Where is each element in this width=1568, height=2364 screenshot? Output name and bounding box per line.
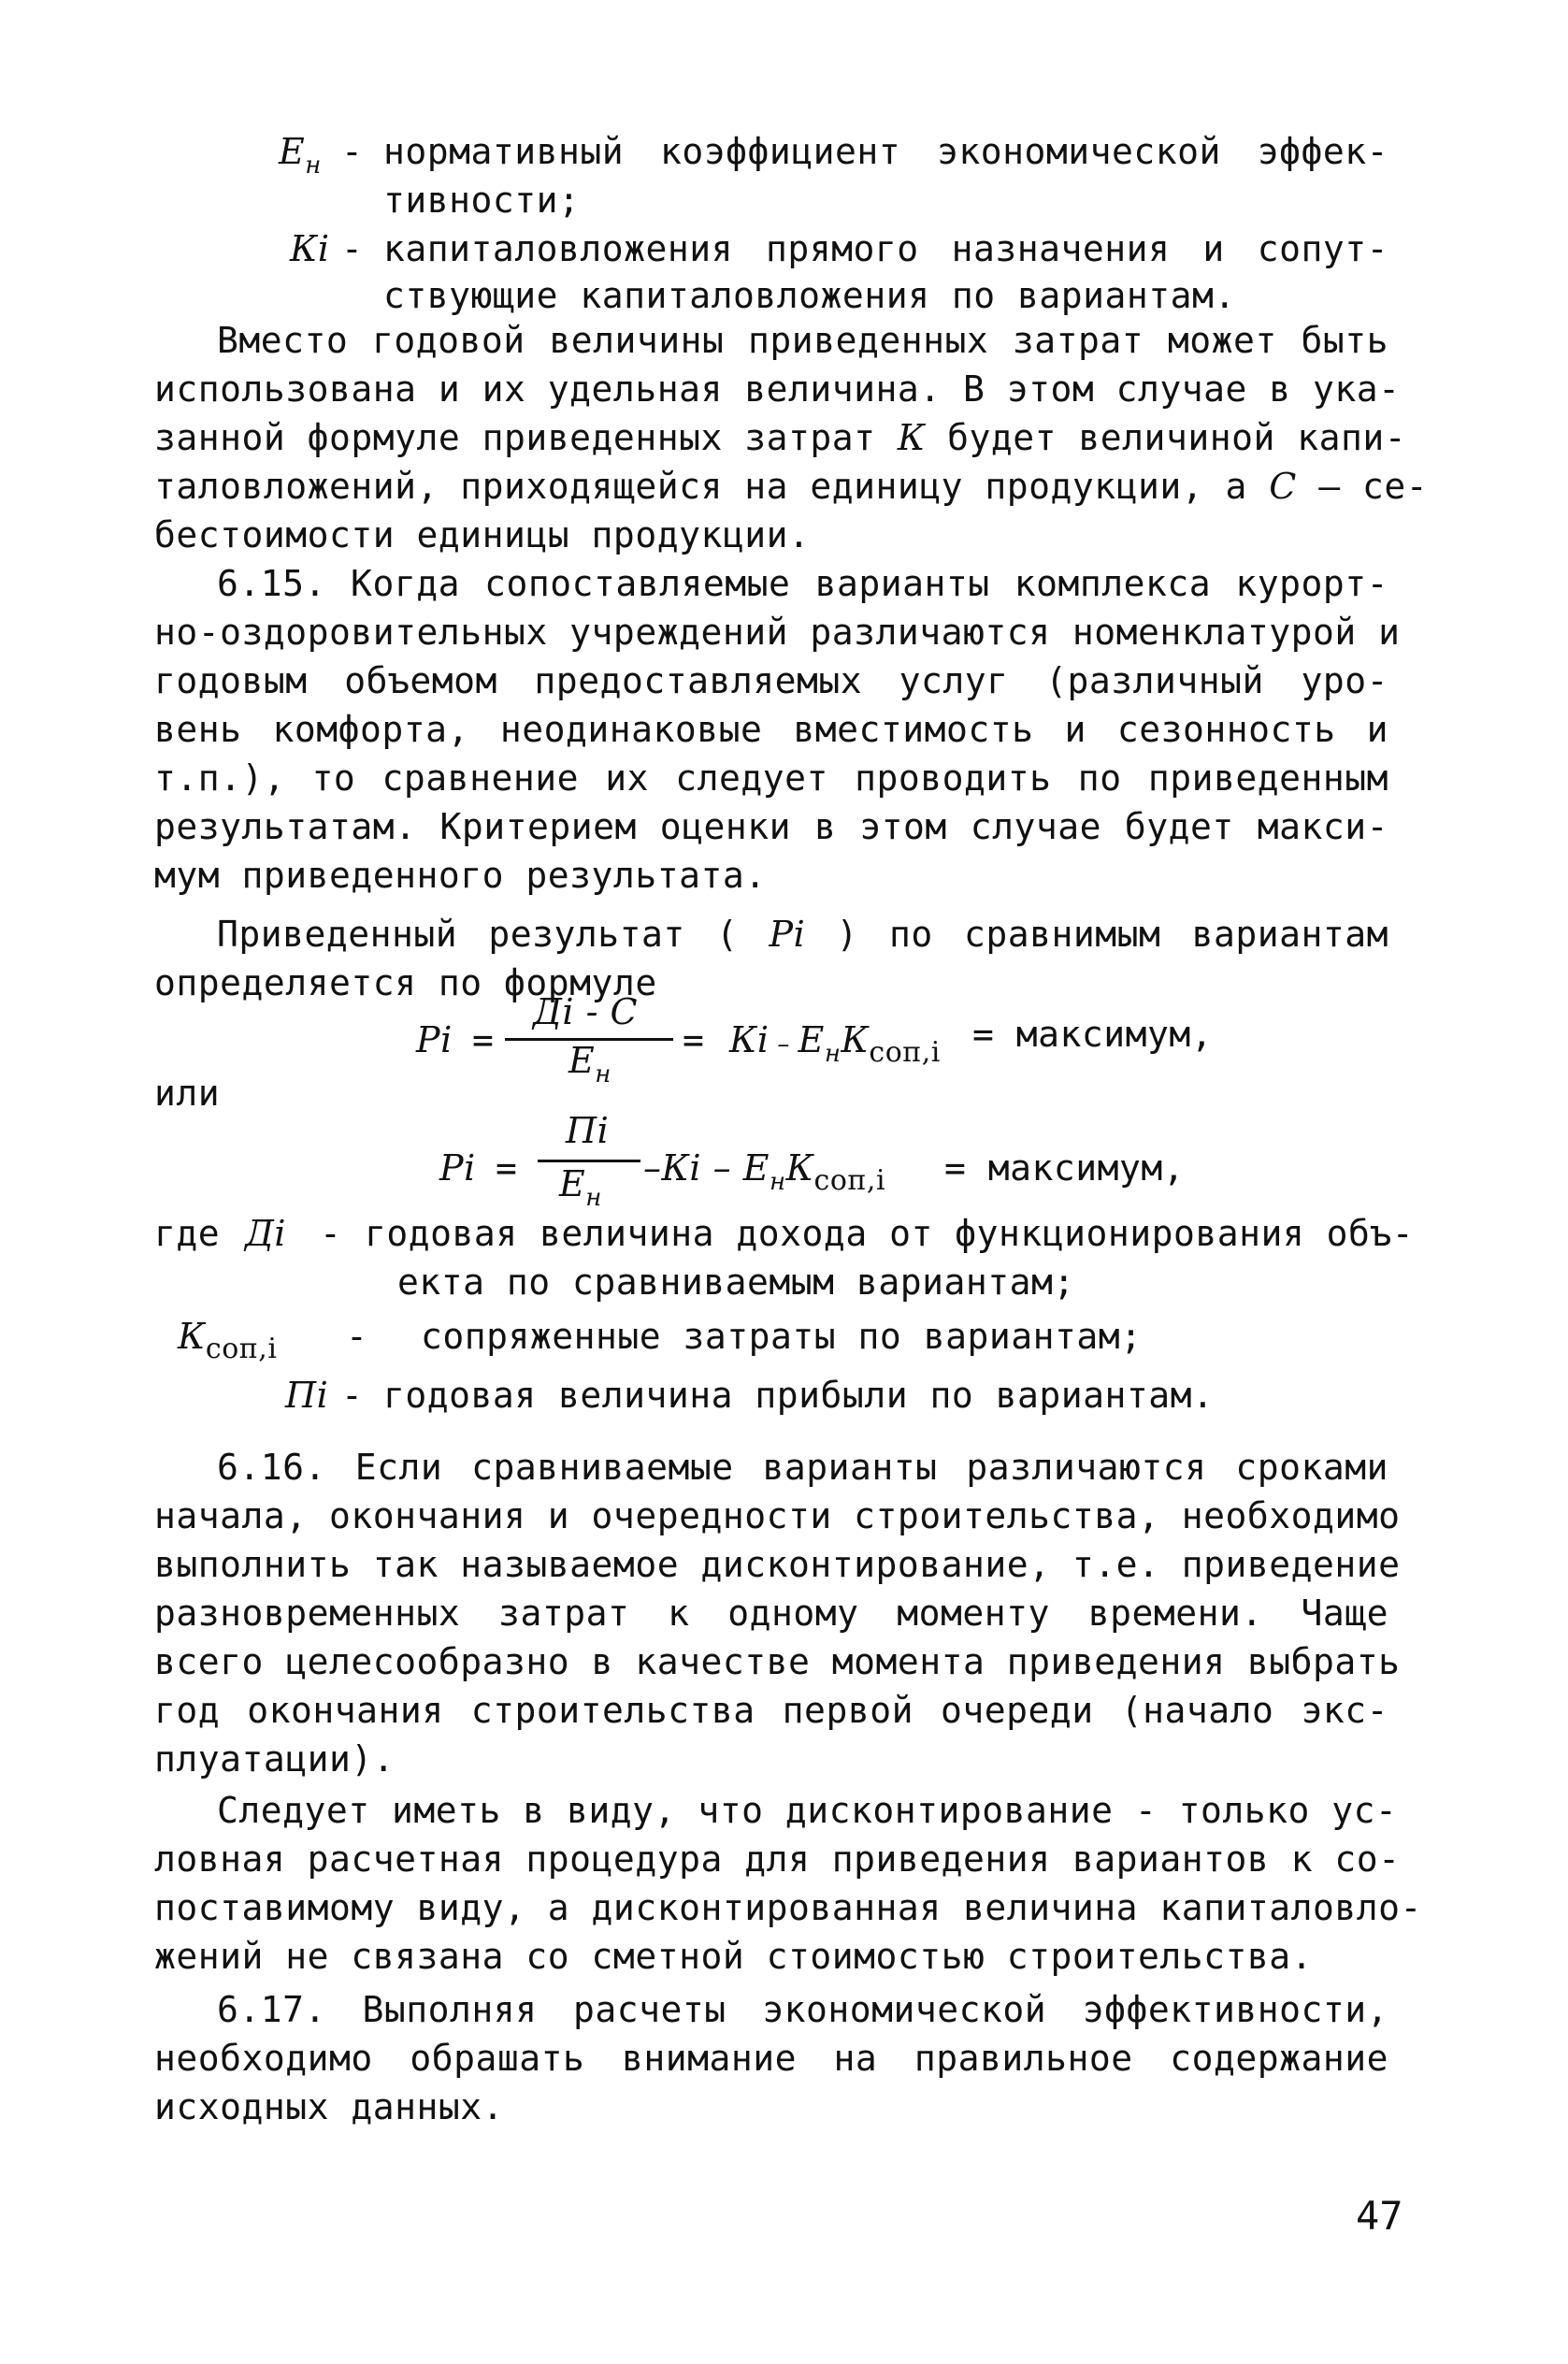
s616-line-6: год окончания строительства первой очереди (начало экс- [154, 1690, 1388, 1731]
disc-line-1: Следует иметь в виду, что дисконтирование - только ус- [217, 1790, 1398, 1831]
para1-line-1: Вместо годовой величины приведенных затрат может быть [217, 320, 1388, 361]
where-di-line-1: годовая величина дохода от функционирования объ- [365, 1213, 1415, 1254]
formula-1-numerator: Дi - С [533, 991, 639, 1032]
s617-line-2: необходимо обрашать внимание на правильное содержание [154, 2038, 1388, 2079]
disc-line-4: жений не связана со сметной стоимостью строительства. [154, 1936, 1314, 1977]
where-ksop-line: сопряженные затраты по вариантам; [421, 1316, 1143, 1357]
s616-line-7: плуатации). [154, 1738, 396, 1780]
s616-line-5: всего целесообразно в качестве момента приведения выбрать [154, 1641, 1401, 1682]
result-line-1: Приведенный результат ( Pi ) по сравнимым вариантам [217, 914, 1388, 955]
para1-line-5: бестоимости единицы продукции. [154, 514, 811, 555]
symbol-ksop: $К_{соп,i}$ [178, 1316, 278, 1365]
para1-line-3: занной формуле приведенных затрат К будет величиной капи- [154, 417, 1407, 458]
s616-line-4: разновременных затрат к одному моменту времени. Чаще [154, 1593, 1388, 1634]
document-page: $E_н$ - нормативный коэффициент экономической эффек- тивности; Кi - капиталовложения прямого назначения и сопут- ствующие капиталовложения по вариантам. Вместо годовой величины приведенных затрат может быть использована и их удельная величина. В этом случае в ука- занной формуле приведенных затрат К будет величиной капи- таловложений, приходящейся на единицу продукции, а С – се- бестоимости единицы продукции. 6.15. Когда сопоставляемые варианты комплекса курорт- но-оздоровительных учреждений различаются номенклатурой и годовым объемом предоставляемых услуг (различный уро- вень комфорта, неодинаковые вместимость и сезонность и т.п.), то сравнение их следует проводить по приведенным результатам. Критерием оценки в этом случае будет макси- мум приведенного результата. Приведенный результат ( Pi ) по сравнимым вариантам определяется по формуле Pi = Дi - С $E_н$ = Кi – $E_нК_{соп,i}$ = максимум, или Pi = Пi $E_н$ $-Кi - E_нК_{соп,i}$ = максимум, где Дi - годовая величина дохода от функционирования объ- екта по сравниваемым вариантам; $К_{соп,i}$ - сопряженные затраты по вариантам; Пi - годовая величина прибыли по вариантам. 6.16. Если сравниваемые варианты различаются сроками начала, окончания и очередности строительства, необходимо выполнить так называемое дисконтирование, т.е. приведение разновременных затрат к одному моменту времени. Чаще всего целесообразно в качестве момента приведения выбрать год окончания строительства первой очереди (начало экс- плуатации). Следует иметь в виду, что дисконтирование - только ус- ловная расчетная процедура для приведения вариантов к со- поставимому виду, а дисконтированная величина капиталовло- жений не связана со сметной стоимостью строительства. 6.17. Выполняя расчеты экономической эффективности, необходимо обрашать внимание на правильное содержание исходных данных. 47 [154, 131, 1429, 2239]
symbol-en: $E_н$ [279, 131, 322, 180]
formula-2-numerator: Пi [566, 1110, 610, 1151]
where-label: где [154, 1213, 221, 1254]
s615-line-2: но-оздоровительных учреждений различаются номенклатурой и [154, 612, 1401, 653]
formula-2-denominator: $E_н$ [559, 1163, 602, 1212]
symbol-pi: Пi [285, 1375, 329, 1416]
disc-line-2: ловная расчетная процедура для приведения вариантов к со- [154, 1838, 1401, 1880]
s616-line-2: начала, окончания и очередности строительства, необходимо [154, 1495, 1401, 1536]
dash: - [341, 131, 364, 172]
def-ki-line-1: капиталовложения прямого назначения и сопут- [383, 228, 1388, 269]
page-number: 47 [1356, 2193, 1403, 2239]
dash: - [341, 228, 364, 269]
s615-line-3: годовым объемом предоставляемых услуг (различный уро- [154, 660, 1388, 701]
s616-line-1: 6.16. Если сравниваемые варианты различаются сроками [217, 1447, 1388, 1488]
s617-line-3: исходных данных. [154, 2086, 505, 2127]
where-pi-line: годовая величина прибыли по вариантам. [383, 1375, 1215, 1416]
s617-line-1: 6.17. Выполняя расчеты экономической эффективности, [217, 1989, 1388, 2030]
para1-line-2: использована и их удельная величина. В этом случае в ука- [154, 368, 1401, 410]
where-di-line-2: екта по сравниваемым вариантам; [397, 1261, 1075, 1303]
s615-line-6: результатам. Критерием оценки в этом случае будет макси- [154, 806, 1388, 847]
para1-line-4: таловложений, приходящейся на единицу продукции, а С – се- [154, 466, 1429, 507]
s615-line-5: т.п.), то сравнение их следует проводить по приведенным [154, 757, 1388, 799]
s615-line-4: вень комфорта, неодинаковые вместимость и сезонность и [154, 709, 1388, 750]
disc-line-3: поставимому виду, а дисконтированная величина капиталовло- [154, 1887, 1422, 1928]
s615-line-1: 6.15. Когда сопоставляемые варианты комплекса курорт- [217, 563, 1388, 604]
s615-line-7: мум приведенного результата. [154, 855, 767, 896]
def-en-line-1: нормативный коэффициент экономической эффек- [383, 131, 1388, 172]
or-label: или [154, 1073, 221, 1114]
s616-line-3: выполнить так называемое дисконтирование, т.е. приведение [154, 1544, 1401, 1585]
symbol-ki: Кi [290, 228, 330, 269]
def-ki-line-2: ствующие капиталовложения по вариантам. [383, 275, 1236, 316]
formula-1-denominator: $E_н$ [568, 1040, 611, 1088]
result-line-2: определяется по формуле [154, 962, 657, 1003]
def-en-line-2: тивности; [383, 180, 581, 221]
symbol-di: Дi [245, 1213, 287, 1254]
